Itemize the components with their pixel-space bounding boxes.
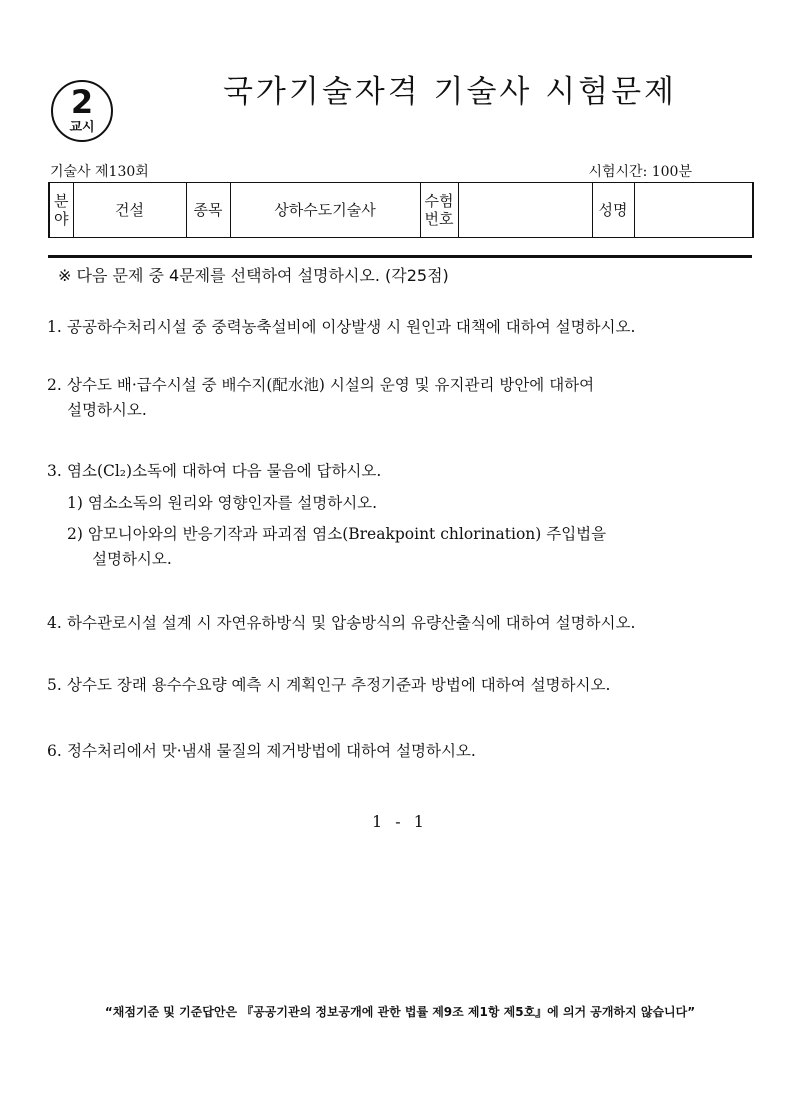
category-value: 상하수도기술사 xyxy=(230,183,420,238)
sub-question-number: 2) xyxy=(67,525,83,543)
divider xyxy=(48,255,752,258)
instruction: ※ 다음 문제 중 4문제를 선택하여 설명하시오. (각25점) xyxy=(58,266,449,285)
question-3 xyxy=(47,459,757,484)
session-badge xyxy=(51,80,113,142)
exam-time: 시험시간: 100분 xyxy=(588,164,692,180)
question-number: 4. xyxy=(47,614,62,632)
question-1 xyxy=(47,315,757,340)
exam-info-table xyxy=(48,182,754,238)
question-number: 5. xyxy=(47,676,62,694)
grade-round: 기술사 제130회 xyxy=(50,164,149,180)
sub-question-2 xyxy=(67,522,757,572)
session-label: 교시 xyxy=(69,120,95,135)
exam-number-label: 수험번호 xyxy=(420,183,458,238)
question-text: 염소(Cl₂)소독에 대하여 다음 물음에 답하시오. xyxy=(67,462,382,480)
page-title: 국가기술자격 기술사 시험문제 xyxy=(222,74,677,110)
question-number: 1. xyxy=(47,318,62,336)
question-number: 3. xyxy=(47,462,62,480)
question-4 xyxy=(47,611,757,636)
sub-question-text: 염소소독의 원리와 영향인자를 설명하시오. xyxy=(87,494,378,512)
question-6 xyxy=(47,739,757,764)
sub-question-text: 암모니아와의 반응기작과 파괴점 염소(Breakpoint chlorination) 주입법을 xyxy=(87,525,607,543)
exam-number-field[interactable] xyxy=(458,183,592,238)
sub-question-number: 1) xyxy=(67,494,83,512)
question-text: 공공하수처리시설 중 중력농축설비에 이상발생 시 원인과 대책에 대하여 설명하시오. xyxy=(67,318,636,336)
field-label: 분야 xyxy=(49,183,73,238)
question-text: 상수도 장래 용수수요량 예측 시 계획인구 추정기준과 방법에 대하여 설명하시오. xyxy=(67,676,611,694)
name-label: 성명 xyxy=(592,183,634,238)
sub-question-text-continued: 설명하시오. xyxy=(92,550,172,568)
page-number: 1 - 1 xyxy=(372,812,428,831)
question-2 xyxy=(47,373,757,423)
category-label: 종목 xyxy=(186,183,230,238)
field-value: 건설 xyxy=(73,183,186,238)
question-5 xyxy=(47,673,757,698)
sub-question-1 xyxy=(67,491,757,516)
question-text-continued: 설명하시오. xyxy=(67,401,147,419)
footer-notice: “채점기준 및 기준답안은 『공공기관의 정보공개에 관한 법률 제9조 제1항 제5호』에 의거 공개하지 않습니다” xyxy=(104,1005,696,1019)
question-text: 하수관로시설 설계 시 자연유하방식 및 압송방식의 유량산출식에 대하여 설명하시오. xyxy=(67,614,636,632)
question-text: 상수도 배·급수시설 중 배수지(配水池) 시설의 운영 및 유지관리 방안에 대하여 xyxy=(67,376,595,394)
question-number: 2. xyxy=(47,376,62,394)
question-text: 정수처리에서 맛·냄새 물질의 제거방법에 대하여 설명하시오. xyxy=(67,742,476,760)
name-field[interactable] xyxy=(634,183,753,238)
session-number: 2 xyxy=(70,83,94,121)
question-number: 6. xyxy=(47,742,62,760)
